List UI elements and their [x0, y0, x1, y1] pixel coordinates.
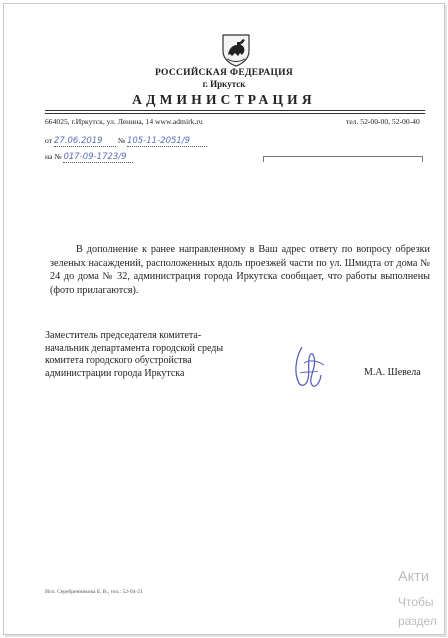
from-label: от [45, 136, 53, 145]
from-date: 27.06.2019 [54, 136, 116, 147]
registration-line [45, 136, 207, 147]
reference-number: 017-09-1723/9 [63, 152, 133, 163]
handwritten-signature-icon [290, 343, 330, 389]
activation-watermark-line: Акти [398, 569, 429, 585]
address-line: 664025, г.Иркутск, ул. Ленина, 14 www.admirk.ru [45, 117, 203, 126]
signatory-title [45, 330, 223, 380]
irkutsk-coat-of-arms-icon [221, 33, 251, 67]
signatory-name: М.А. Шевела [364, 367, 421, 378]
header-rule-thin [45, 113, 425, 114]
letter-body: В дополнение к ранее направленному в Ваш адрес ответу по вопросу обрезки зеленых насаждений, расположенных вдоль проезжей части по ул. Шмидта от дома № 24 до дома № 32, администрация города Иркутска сообщает, что работы выполнены (фото прилагаются). [50, 244, 430, 296]
number-label: № [117, 136, 126, 145]
executor-note: Исп. Серебренникова Е. В., тел.: 52-04-21 [45, 589, 143, 595]
outgoing-number: 105-11-2051/9 [127, 136, 207, 147]
phone-line: тел. 52-00-00, 52-00-40 [346, 117, 420, 126]
city-name: г. Иркутск [202, 79, 246, 89]
activation-watermark-line: Чтобы [398, 595, 434, 609]
reference-label: на № [45, 152, 62, 161]
signatory-title-line: администрации города Иркутска [45, 367, 185, 379]
signatory-title-line: начальник департамента городской среды [45, 342, 224, 354]
administration-title: АДМИНИСТРАЦИЯ [132, 92, 316, 107]
header-rule-thick [45, 110, 425, 111]
addressee-corner-bracket [263, 156, 423, 165]
reference-line [45, 152, 133, 163]
signatory-title-line: Заместитель председателя комитета- [45, 330, 202, 341]
activation-watermark-line: раздел [398, 614, 437, 628]
signatory-title-line: комитета городского обустройства [45, 355, 192, 367]
country-name: РОССИЙСКАЯ ФЕДЕРАЦИЯ [154, 68, 294, 78]
